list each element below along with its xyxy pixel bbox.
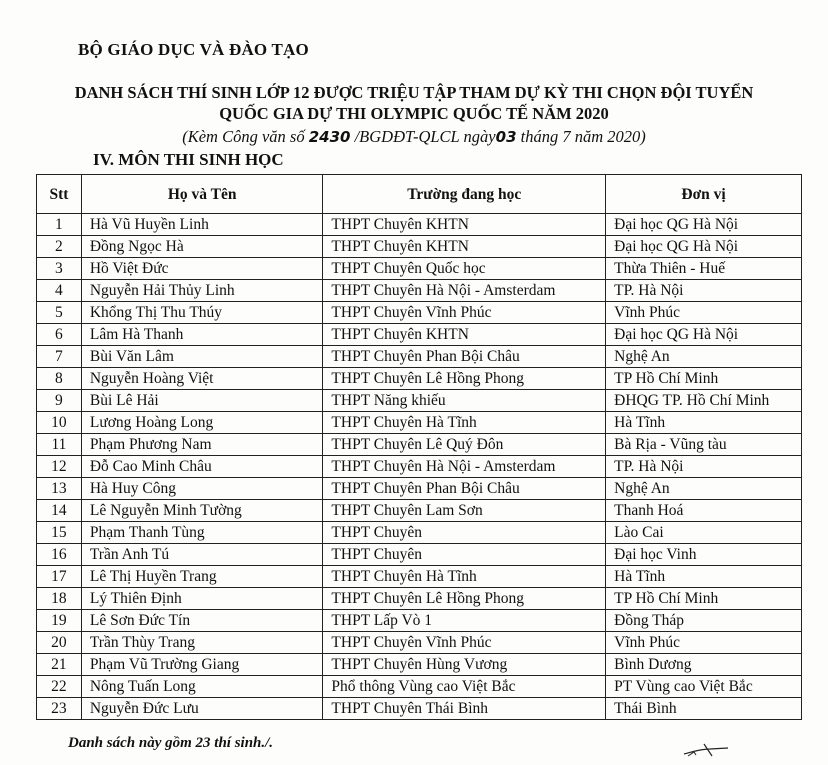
cell-name: Lê Thị Huyền Trang <box>81 566 323 588</box>
table-row <box>37 368 802 390</box>
cell-stt: 8 <box>37 368 82 390</box>
cell-school: THPT Chuyên Vĩnh Phúc <box>323 302 606 324</box>
cell-name: Khổng Thị Thu Thúy <box>81 302 323 324</box>
cell-unit: Đại học QG Hà Nội <box>606 236 802 258</box>
cell-school: THPT Chuyên Phan Bội Châu <box>323 346 606 368</box>
cell-unit: Đồng Tháp <box>606 610 802 632</box>
cell-name: Lê Nguyễn Minh Tường <box>81 500 323 522</box>
cell-school: THPT Chuyên KHTN <box>323 236 606 258</box>
cell-name: Trần Anh Tú <box>81 544 323 566</box>
cell-school: THPT Chuyên KHTN <box>323 214 606 236</box>
cell-unit: TP Hồ Chí Minh <box>606 368 802 390</box>
cell-unit: Nghệ An <box>606 346 802 368</box>
cell-stt: 6 <box>37 324 82 346</box>
cell-name: Phạm Thanh Tùng <box>81 522 323 544</box>
cell-unit: TP. Hà Nội <box>606 456 802 478</box>
cell-stt: 17 <box>37 566 82 588</box>
cell-name: Phạm Phương Nam <box>81 434 323 456</box>
cell-school: THPT Chuyên Hà Tĩnh <box>323 412 606 434</box>
header-school: Trường đang học <box>323 175 606 214</box>
subtitle-prefix: (Kèm Công văn số <box>182 127 309 146</box>
cell-unit: TP. Hà Nội <box>606 280 802 302</box>
cell-name: Hà Vũ Huyền Linh <box>81 214 323 236</box>
cell-school: THPT Chuyên Vĩnh Phúc <box>323 632 606 654</box>
cell-unit: Thừa Thiên - Huế <box>606 258 802 280</box>
cell-stt: 12 <box>37 456 82 478</box>
cell-stt: 3 <box>37 258 82 280</box>
cell-stt: 1 <box>37 214 82 236</box>
table-row <box>37 236 802 258</box>
table-body <box>37 214 802 720</box>
cell-stt: 15 <box>37 522 82 544</box>
table-row <box>37 500 802 522</box>
cell-stt: 11 <box>37 434 82 456</box>
table-row <box>37 610 802 632</box>
cell-school: THPT Chuyên Hà Nội - Amsterdam <box>323 280 606 302</box>
cell-name: Lê Sơn Đức Tín <box>81 610 323 632</box>
document-title-line1: DANH SÁCH THÍ SINH LỚP 12 ĐƯỢC TRIỆU TẬP THAM DỰ KỲ THI CHỌN ĐỘI TUYỂN <box>74 83 754 102</box>
table-row <box>37 258 802 280</box>
cell-stt: 18 <box>37 588 82 610</box>
cell-school: THPT Chuyên KHTN <box>323 324 606 346</box>
cell-name: Hà Huy Công <box>81 478 323 500</box>
cell-school: THPT Chuyên Hà Tĩnh <box>323 566 606 588</box>
table-row <box>37 412 802 434</box>
cell-unit: Hà Tĩnh <box>606 566 802 588</box>
cell-stt: 22 <box>37 676 82 698</box>
cell-name: Đồng Ngọc Hà <box>81 236 323 258</box>
cell-stt: 16 <box>37 544 82 566</box>
cell-school: THPT Chuyên Lê Hồng Phong <box>323 588 606 610</box>
cell-unit: Lào Cai <box>606 522 802 544</box>
cell-name: Nông Tuấn Long <box>81 676 323 698</box>
document-subtitle <box>0 127 828 147</box>
subtitle-suffix: tháng 7 năm 2020) <box>516 127 646 146</box>
table-row <box>37 522 802 544</box>
cell-unit: Đại học QG Hà Nội <box>606 214 802 236</box>
cell-unit: Thái Bình <box>606 698 802 720</box>
student-table <box>36 174 802 720</box>
table-row <box>37 456 802 478</box>
cell-unit: Vĩnh Phúc <box>606 632 802 654</box>
table-row <box>37 698 802 720</box>
cell-school: THPT Chuyên <box>323 544 606 566</box>
cell-name: Nguyễn Hoàng Việt <box>81 368 323 390</box>
table-row <box>37 544 802 566</box>
cell-unit: PT Vùng cao Việt Bắc <box>606 676 802 698</box>
header-unit: Đơn vị <box>606 175 802 214</box>
table-row <box>37 632 802 654</box>
cell-school: THPT Chuyên Lê Hồng Phong <box>323 368 606 390</box>
table-row <box>37 654 802 676</box>
signature-mark <box>682 740 730 760</box>
cell-name: Nguyễn Đức Lưu <box>81 698 323 720</box>
table-row <box>37 478 802 500</box>
cell-school: THPT Chuyên Phan Bội Châu <box>323 478 606 500</box>
section-title: IV. MÔN THI SINH HỌC <box>93 150 284 169</box>
cell-school: THPT Chuyên Hà Nội - Amsterdam <box>323 456 606 478</box>
document-title-line2: QUỐC GIA DỰ THI OLYMPIC QUỐC TẾ NĂM 2020 <box>219 104 609 123</box>
cell-school: THPT Năng khiếu <box>323 390 606 412</box>
table-row <box>37 302 802 324</box>
cell-school: THPT Chuyên Hùng Vương <box>323 654 606 676</box>
cell-stt: 2 <box>37 236 82 258</box>
cell-school: THPT Lấp Vò 1 <box>323 610 606 632</box>
cell-name: Đỗ Cao Minh Châu <box>81 456 323 478</box>
table-row <box>37 434 802 456</box>
cell-stt: 9 <box>37 390 82 412</box>
table-row <box>37 676 802 698</box>
cell-name: Lâm Hà Thanh <box>81 324 323 346</box>
handwritten-doc-day: 03 <box>495 128 517 146</box>
cell-stt: 13 <box>37 478 82 500</box>
cell-stt: 7 <box>37 346 82 368</box>
table-row <box>37 214 802 236</box>
cell-unit: ĐHQG TP. Hồ Chí Minh <box>606 390 802 412</box>
cell-stt: 5 <box>37 302 82 324</box>
table-row <box>37 566 802 588</box>
subtitle-middle: /BGDĐT-QLCL ngày <box>350 127 496 146</box>
cell-stt: 4 <box>37 280 82 302</box>
cell-unit: Thanh Hoá <box>606 500 802 522</box>
cell-unit: Bà Rịa - Vũng tàu <box>606 434 802 456</box>
table-row <box>37 280 802 302</box>
handwritten-doc-number: 2430 <box>308 128 351 146</box>
cell-name: Hồ Việt Đức <box>81 258 323 280</box>
cell-school: THPT Chuyên <box>323 522 606 544</box>
header-name: Họ và Tên <box>81 175 323 214</box>
footer-note: Danh sách này gồm 23 thí sinh./. <box>68 735 274 751</box>
cell-unit: Nghệ An <box>606 478 802 500</box>
cell-stt: 21 <box>37 654 82 676</box>
cell-name: Phạm Vũ Trường Giang <box>81 654 323 676</box>
cell-unit: Hà Tĩnh <box>606 412 802 434</box>
table-header-row <box>37 175 802 214</box>
cell-stt: 19 <box>37 610 82 632</box>
cell-unit: Đại học QG Hà Nội <box>606 324 802 346</box>
ministry-name: BỘ GIÁO DỤC VÀ ĐÀO TẠO <box>78 40 309 59</box>
cell-name: Lý Thiên Định <box>81 588 323 610</box>
header-stt: Stt <box>37 175 82 214</box>
cell-stt: 10 <box>37 412 82 434</box>
cell-name: Trần Thùy Trang <box>81 632 323 654</box>
cell-stt: 14 <box>37 500 82 522</box>
cell-name: Bùi Lê Hải <box>81 390 323 412</box>
cell-unit: Đại học Vinh <box>606 544 802 566</box>
cell-name: Lương Hoàng Long <box>81 412 323 434</box>
table-row <box>37 346 802 368</box>
cell-school: THPT Chuyên Thái Bình <box>323 698 606 720</box>
cell-name: Bùi Văn Lâm <box>81 346 323 368</box>
cell-school: THPT Chuyên Quốc học <box>323 258 606 280</box>
cell-unit: Bình Dương <box>606 654 802 676</box>
cell-stt: 20 <box>37 632 82 654</box>
cell-school: THPT Chuyên Lam Sơn <box>323 500 606 522</box>
table-row <box>37 324 802 346</box>
cell-school: Phổ thông Vùng cao Việt Bắc <box>323 676 606 698</box>
table-row <box>37 390 802 412</box>
cell-unit: TP Hồ Chí Minh <box>606 588 802 610</box>
cell-unit: Vĩnh Phúc <box>606 302 802 324</box>
table-row <box>37 588 802 610</box>
cell-stt: 23 <box>37 698 82 720</box>
cell-school: THPT Chuyên Lê Quý Đôn <box>323 434 606 456</box>
cell-name: Nguyễn Hải Thủy Linh <box>81 280 323 302</box>
